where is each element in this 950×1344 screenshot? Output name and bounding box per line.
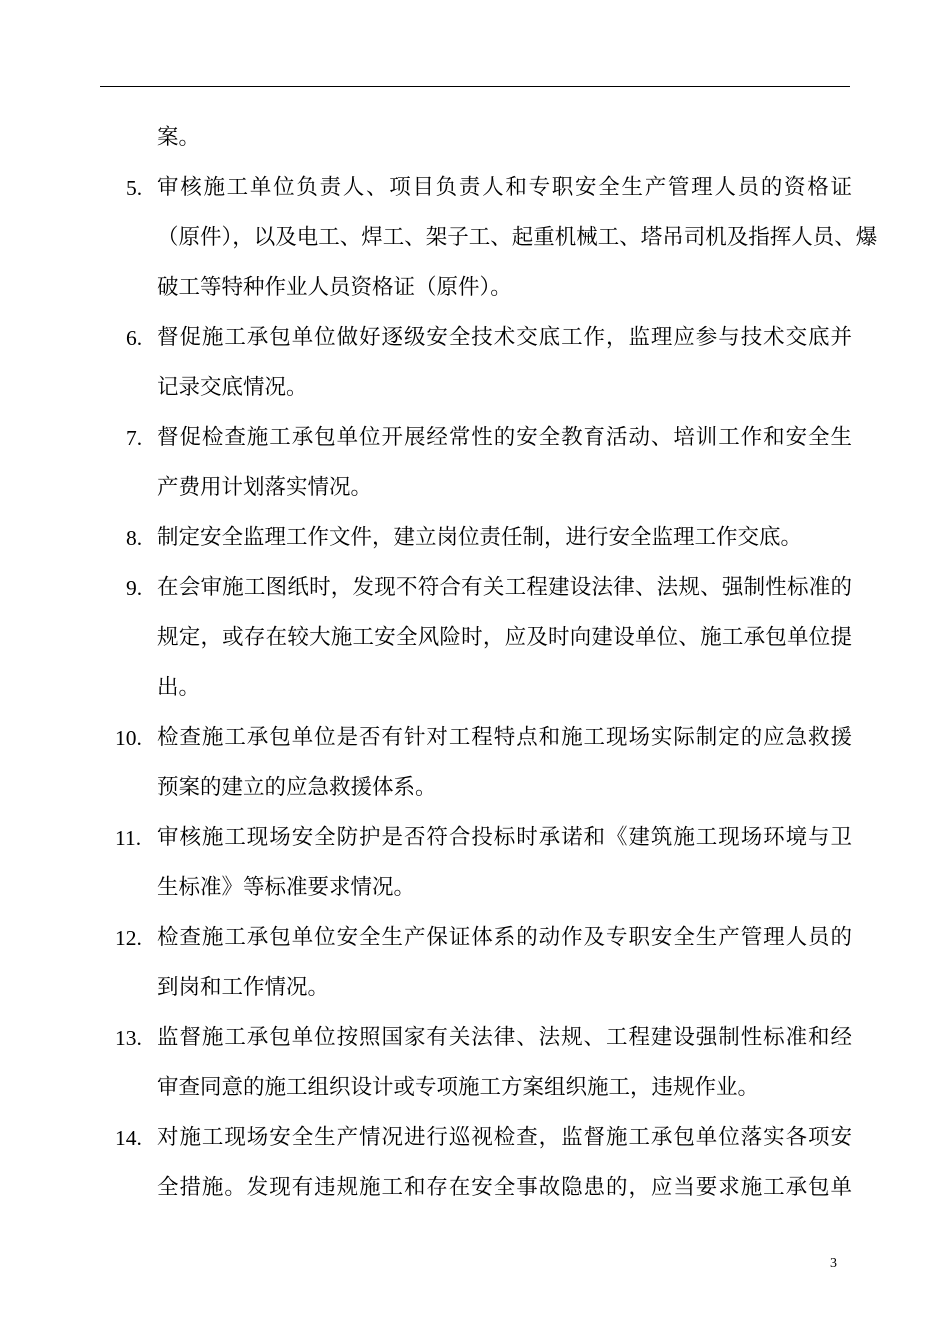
text-line: （原件），以及电工、焊工、架子工、起重机械工、塔吊司机及指挥人员、爆 <box>157 225 878 250</box>
header-rule <box>100 86 850 87</box>
text-line: 预案的建立的应急救援体系。 <box>157 775 437 800</box>
text-line: 案。 <box>157 125 201 150</box>
text-line: 审核施工单位负责人、项目负责人和专职安全生产管理人员的资格证 <box>157 175 852 200</box>
list-item-number: 14. <box>115 1126 142 1150</box>
list-item-number: 7. <box>126 426 143 450</box>
list-item <box>100 913 852 1013</box>
text-line: 审查同意的施工组织设计或专项施工方案组织施工，违规作业。 <box>157 1075 760 1100</box>
text-line: 检查施工承包单位是否有针对工程特点和施工现场实际制定的应急救援 <box>157 725 852 750</box>
list-item-number: 9. <box>126 576 143 600</box>
text-line: 督促施工承包单位做好逐级安全技术交底工作，监理应参与技术交底并 <box>157 325 852 350</box>
text-line: 全措施。发现有违规施工和存在安全事故隐患的，应当要求施工承包单 <box>157 1175 852 1200</box>
text-line: 出。 <box>157 675 201 700</box>
text-line: 生标准》等标准要求情况。 <box>157 875 416 900</box>
text-line: 督促检查施工承包单位开展经常性的安全教育活动、培训工作和安全生 <box>157 425 852 450</box>
list-item-number: 6. <box>126 326 143 350</box>
text-line: 检查施工承包单位安全生产保证体系的动作及专职安全生产管理人员的 <box>157 925 852 950</box>
numbered-list <box>100 163 878 1213</box>
list-item-number: 8. <box>126 526 143 550</box>
list-item-number: 5. <box>126 176 143 200</box>
text-line: 审核施工现场安全防护是否符合投标时承诺和《建筑施工现场环境与卫 <box>157 825 852 850</box>
list-item <box>100 1013 852 1113</box>
page-number: 3 <box>830 1256 837 1271</box>
text-line: 规定，或存在较大施工安全风险时，应及时向建设单位、施工承包单位提 <box>157 625 852 650</box>
list-item-number: 10. <box>115 726 142 750</box>
text-line: 制定安全监理工作文件，建立岗位责任制，进行安全监理工作交底。 <box>157 525 803 550</box>
list-item <box>100 413 852 513</box>
list-item <box>100 713 852 813</box>
text-line: 监督施工承包单位按照国家有关法律、法规、工程建设强制性标准和经 <box>157 1025 852 1050</box>
text-line: 在会审施工图纸时，发现不符合有关工程建设法律、法规、强制性标准的 <box>157 575 852 600</box>
list-item-number: 11. <box>115 826 142 850</box>
list-item-number: 13. <box>115 1026 142 1050</box>
text-line: 产费用计划落实情况。 <box>157 475 373 500</box>
text-line: 破工等特种作业人员资格证（原件）。 <box>157 275 512 300</box>
text-line: 对施工现场安全生产情况进行巡视检查，监督施工承包单位落实各项安 <box>157 1125 852 1150</box>
list-item <box>100 513 852 563</box>
list-item <box>100 813 852 913</box>
document-body <box>100 113 878 1213</box>
list-item <box>100 563 852 713</box>
list-item <box>100 1113 852 1213</box>
text-line: 记录交底情况。 <box>157 375 308 400</box>
list-item <box>100 163 878 313</box>
continued-paragraph <box>100 113 852 163</box>
text-line: 到岗和工作情况。 <box>157 975 330 1000</box>
list-item <box>100 313 852 413</box>
list-item-number: 12. <box>115 926 142 950</box>
